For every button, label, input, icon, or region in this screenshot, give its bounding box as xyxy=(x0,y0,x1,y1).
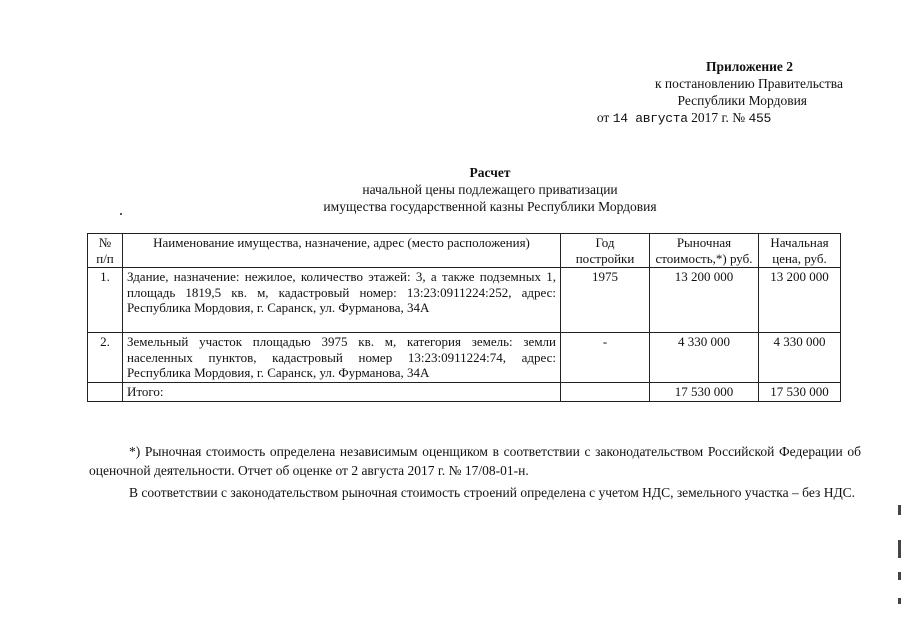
notes-block xyxy=(89,443,861,503)
table-row xyxy=(88,268,841,333)
total-num-empty xyxy=(88,383,123,402)
table-row xyxy=(88,333,841,383)
total-label: Итого: xyxy=(123,383,561,402)
table-total-row xyxy=(88,383,841,402)
annex-block xyxy=(597,58,843,127)
vat-note: В соответствии с законодательством рыночная стоимость строений определена с учетом НДС, земельного участка – без НДС. xyxy=(129,485,856,500)
date-prefix: от xyxy=(596,110,610,125)
row-market-value: 4 330 000 xyxy=(650,333,759,383)
row-num: 2. xyxy=(88,333,123,383)
row-num: 1. xyxy=(88,268,123,333)
footnote-market-value: *) Рыночная стоимость определена независимым оценщиком в соответствии с законодательством Российской Федерации об оценочной деятельности. Отчет об оценке от 2 августа 2017 г. № 17/08-01-н. xyxy=(89,444,861,478)
scan-speck xyxy=(120,213,122,215)
header-year: Год постройки xyxy=(561,234,650,268)
scan-edge-mark xyxy=(898,598,901,604)
calculation-title: Расчет xyxy=(469,165,511,180)
annex-date-line xyxy=(597,109,771,127)
row-market-value: 13 200 000 xyxy=(650,268,759,333)
property-price-table xyxy=(87,233,841,402)
header-num: № п/п xyxy=(88,234,123,268)
annex-republic-line: Республики Мордовия xyxy=(677,93,807,108)
total-year-empty xyxy=(561,383,650,402)
row-initial-price: 13 200 000 xyxy=(759,268,841,333)
header-market-value: Рыночная стоимость,*) руб. xyxy=(650,234,759,268)
calculation-subtitle-2: имущества государственной казны Республики Мордовия xyxy=(323,199,657,214)
row-year: 1975 xyxy=(561,268,650,333)
annex-decree-line: к постановлению Правительства xyxy=(654,76,843,91)
total-initial-price: 17 530 000 xyxy=(759,383,841,402)
date-day-month: 14 августа xyxy=(612,111,688,126)
date-year: 2017 г. xyxy=(691,110,729,125)
row-year: - xyxy=(561,333,650,383)
row-initial-price: 4 330 000 xyxy=(759,333,841,383)
scan-edge-mark xyxy=(898,572,901,580)
row-name: Здание, назначение: нежилое, количество этажей: 3, а также подземных 1, площадь 1819,5 кв. м, кадастровый номер: 13:23:0911224:252, адрес: Республика Мордовия, г. Саранск, ул. Фурманова, 34А xyxy=(123,268,561,333)
annex-title: Приложение 2 xyxy=(705,59,793,74)
number-sign: № xyxy=(732,110,746,125)
row-name: Земельный участок площадью 3975 кв. м, категория земель: земли населенных пунктов, кадастровый номер 13:23:0911224:74, адрес: Республика Мордовия, г. Саранск, ул. Фурманова, 34А xyxy=(123,333,561,383)
scan-edge-mark xyxy=(898,540,901,558)
header-initial-price: Начальная цена, руб. xyxy=(759,234,841,268)
total-market-value: 17 530 000 xyxy=(650,383,759,402)
scan-edge-mark xyxy=(898,505,901,515)
calculation-subtitle-1: начальной цены подлежащего приватизации xyxy=(362,182,618,197)
header-name: Наименование имущества, назначение, адрес (место расположения) xyxy=(123,234,561,268)
table-header-row xyxy=(88,234,841,268)
calculation-heading xyxy=(0,164,905,215)
decree-number: 455 xyxy=(748,111,771,126)
